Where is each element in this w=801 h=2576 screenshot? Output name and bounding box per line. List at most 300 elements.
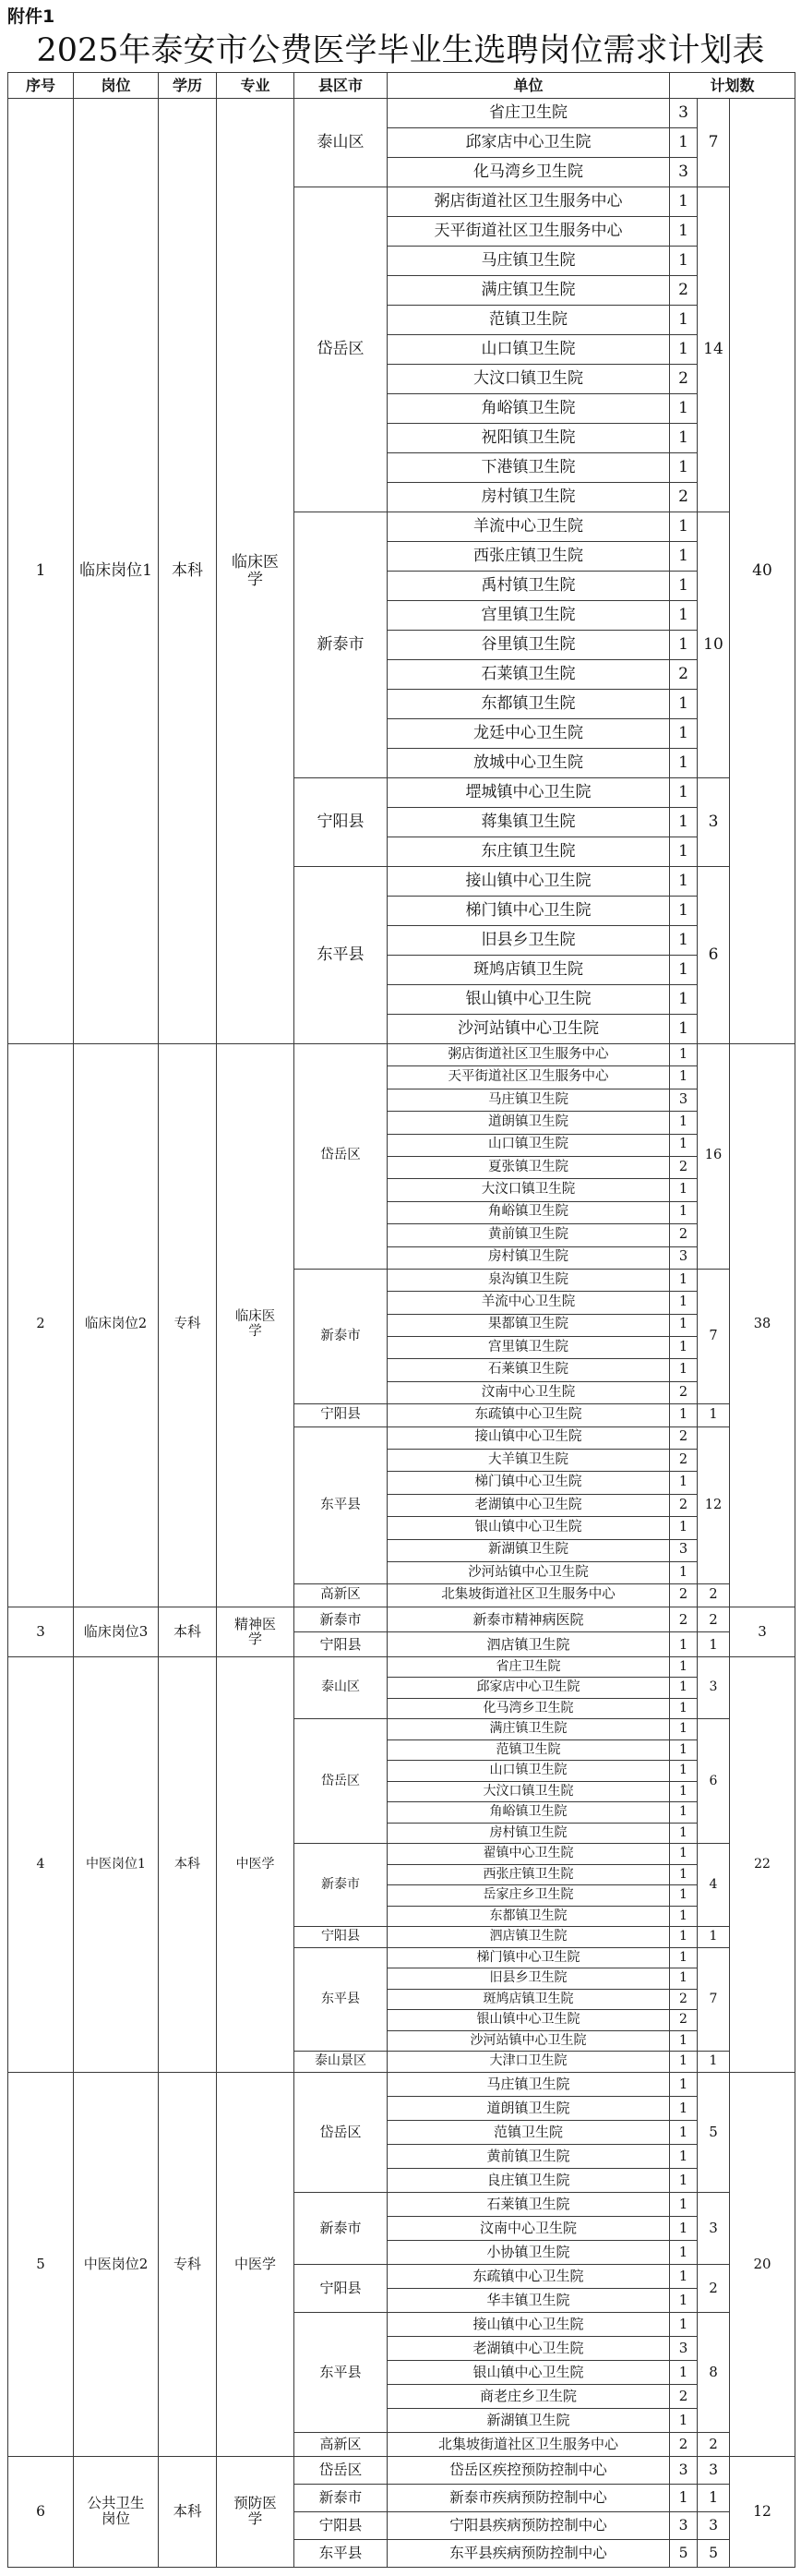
unit-cell	[388, 2031, 670, 2052]
unit-cell-text: 梯门镇中心卫生院	[465, 901, 592, 921]
unit-cell-text: 接山镇中心卫生院	[465, 872, 592, 891]
unit-count-cell-text: 1	[679, 1700, 687, 1715]
unit-count-cell	[670, 1927, 698, 1948]
unit-count-cell-text: 1	[678, 2148, 688, 2165]
unit-cell	[388, 128, 670, 158]
unit-cell-text: 斑鸠店镇卫生院	[483, 1991, 574, 2006]
county-cell	[294, 2512, 388, 2540]
unit-cell	[388, 1066, 670, 1089]
major-cell	[217, 1044, 294, 1607]
unit-cell-text: 东都镇卫生院	[481, 694, 576, 714]
unit-count-cell-text: 1	[679, 1658, 687, 1674]
unit-cell-text: 新泰市疾病预防控制中心	[449, 2488, 607, 2506]
county-cell-text: 新泰市	[319, 2220, 362, 2237]
unit-count-cell-text: 1	[678, 931, 688, 950]
education-cell-text: 专科	[173, 1317, 201, 1332]
unit-count-cell	[670, 1517, 698, 1539]
unit-cell	[388, 1948, 670, 1969]
unit-cell	[388, 1699, 670, 1720]
unit-cell-text: 马庄镇卫生院	[481, 251, 576, 271]
unit-count-cell	[670, 276, 698, 306]
county-cell-text: 岱岳区	[320, 1148, 361, 1163]
unit-count-cell	[670, 2217, 698, 2241]
county-subtotal-cell	[698, 512, 730, 778]
county-subtotal-cell-text: 1	[709, 1929, 718, 1944]
county-cell-text: 泰山区	[321, 1679, 360, 1695]
unit-count-cell-text: 1	[678, 1137, 688, 1152]
unit-cell-text: 汶南中心卫生院	[481, 1384, 576, 1400]
unit-count-cell-text: 1	[678, 635, 688, 655]
index-cell	[8, 2073, 74, 2457]
unit-count-cell-text: 1	[679, 1846, 687, 1861]
unit-cell-text: 东都镇卫生院	[489, 1908, 568, 1923]
major-cell	[217, 99, 294, 1044]
unit-cell	[388, 1968, 670, 1990]
unit-cell-text: 石莱镇卫生院	[481, 665, 576, 684]
unit-cell	[388, 1202, 670, 1224]
position-total-cell	[730, 99, 795, 1044]
county-subtotal-cell-text: 2	[709, 2280, 718, 2297]
county-subtotal-cell	[698, 1632, 730, 1657]
unit-count-cell	[670, 1224, 698, 1246]
unit-count-cell-text: 3	[678, 163, 688, 182]
unit-cell	[388, 1678, 670, 1699]
unit-count-cell-text: 1	[679, 1970, 687, 1986]
unit-cell-text: 黄前镇卫生院	[486, 2148, 570, 2165]
unit-count-cell-text: 2	[678, 1159, 688, 1174]
major-cell-text: 临床医学	[234, 1309, 276, 1340]
unit-count-cell	[670, 2313, 698, 2337]
unit-cell	[388, 631, 670, 660]
index-cell	[8, 99, 74, 1044]
county-cell	[294, 1719, 388, 1844]
unit-count-cell-text: 1	[678, 576, 688, 596]
unit-cell-text: 放城中心卫生院	[473, 753, 583, 773]
unit-cell	[388, 867, 670, 897]
unit-count-cell-text: 1	[678, 2076, 688, 2093]
unit-cell	[388, 956, 670, 985]
unit-cell	[388, 1315, 670, 1337]
county-cell-text: 泰山区	[317, 133, 365, 152]
unit-cell	[388, 1450, 670, 1472]
unit-cell-text: 粥店街道社区卫生服务中心	[448, 1046, 609, 1062]
header-unit	[388, 73, 670, 99]
unit-count-cell-text: 3	[678, 2340, 688, 2357]
unit-cell	[388, 1179, 670, 1201]
index-cell	[8, 1044, 74, 1607]
county-cell-text: 东平县	[321, 1991, 360, 2006]
unit-count-cell	[670, 1632, 698, 1657]
header-plan	[670, 73, 795, 99]
unit-count-cell-text: 1	[678, 783, 688, 802]
unit-cell-text: 岱岳区疾控预防控制中心	[449, 2461, 607, 2478]
unit-count-cell-text: 1	[678, 1339, 688, 1354]
unit-cell-text: 泗店镇卫生院	[489, 1929, 568, 1944]
county-subtotal-cell-text: 2	[709, 1610, 718, 1628]
unit-count-cell	[670, 542, 698, 572]
unit-cell	[388, 1740, 670, 1762]
unit-cell-text: 蒋集镇卫生院	[481, 813, 576, 832]
unit-count-cell	[670, 1089, 698, 1112]
major-cell-text: 预防医学	[233, 2495, 277, 2528]
unit-count-cell-text: 2	[678, 281, 688, 300]
unit-count-cell-text: 1	[678, 694, 688, 714]
county-subtotal-cell-text: 1	[709, 1635, 718, 1653]
unit-count-cell	[670, 897, 698, 926]
county-cell-text: 东平县	[320, 1497, 361, 1512]
unit-cell-text: 下港镇卫生院	[481, 458, 576, 477]
unit-count-cell-text: 1	[678, 1362, 688, 1378]
unit-cell-text: 果都镇卫生院	[488, 1317, 568, 1332]
header-position-text: 岗位	[101, 76, 131, 94]
unit-count-cell-text: 1	[678, 547, 688, 566]
position-total-cell	[730, 1607, 795, 1657]
unit-count-cell-text: 2	[678, 2436, 688, 2453]
education-cell	[159, 2073, 217, 2457]
unit-count-cell-text: 2	[678, 1429, 688, 1445]
unit-cell	[388, 1112, 670, 1134]
unit-count-cell	[670, 572, 698, 601]
county-cell-text: 宁阳县	[319, 2280, 362, 2297]
unit-count-cell-text: 1	[679, 1824, 687, 1840]
county-subtotal-cell-text: 3	[709, 2220, 718, 2237]
unit-count-cell-text: 2	[678, 1226, 688, 1242]
unit-cell	[388, 778, 670, 808]
unit-cell-text: 新湖镇卫生院	[488, 1542, 568, 1558]
county-subtotal-cell	[698, 778, 730, 867]
unit-cell	[388, 2217, 670, 2241]
unit-count-cell	[670, 1337, 698, 1359]
position-cell	[74, 2073, 159, 2457]
unit-count-cell-text: 1	[678, 2100, 688, 2117]
unit-cell-text: 石莱镇卫生院	[486, 2196, 570, 2213]
county-subtotal-cell-text: 1	[709, 1406, 718, 1422]
unit-count-cell-text: 1	[678, 1019, 688, 1039]
unit-count-cell	[670, 365, 698, 394]
county-subtotal-cell-text: 6	[709, 1773, 718, 1788]
unit-count-cell-text: 1	[678, 2412, 688, 2429]
unit-cell	[388, 1907, 670, 1928]
unit-cell	[388, 1927, 670, 1948]
unit-cell	[388, 897, 670, 926]
county-subtotal-cell	[698, 1427, 730, 1585]
unit-cell	[388, 1495, 670, 1517]
county-subtotal-cell-text: 10	[703, 635, 723, 655]
unit-count-cell-text: 1	[678, 2364, 688, 2381]
unit-cell-text: 房村镇卫生院	[481, 488, 576, 507]
unit-count-cell-text: 1	[678, 251, 688, 271]
county-cell	[294, 2457, 388, 2485]
unit-count-cell-text: 1	[678, 2220, 688, 2237]
unit-cell-text: 满庄镇卫生院	[481, 281, 576, 300]
county-subtotal-cell	[698, 1607, 730, 1632]
unit-cell	[388, 1247, 670, 1270]
unit-count-cell	[670, 1761, 698, 1782]
unit-cell-text: 山口镇卫生院	[488, 1137, 568, 1152]
unit-count-cell-text: 2	[678, 1451, 688, 1467]
unit-cell-text: 省庄卫生院	[489, 103, 568, 123]
unit-count-cell	[670, 1802, 698, 1824]
county-cell-text: 新泰市	[319, 1610, 362, 1628]
unit-count-cell	[670, 1202, 698, 1224]
unit-count-cell	[670, 2540, 698, 2568]
unit-count-cell	[670, 837, 698, 867]
major-cell-text: 临床医学	[231, 552, 279, 589]
unit-count-cell	[670, 99, 698, 128]
unit-count-cell-text: 1	[678, 2244, 688, 2261]
county-subtotal-cell	[698, 1719, 730, 1844]
county-subtotal-cell	[698, 2485, 730, 2512]
unit-cell-text: 沙河站镇中心卫生院	[470, 2032, 587, 2048]
index-cell-text: 4	[36, 1856, 45, 1872]
unit-cell-text: 西张庄镇卫生院	[473, 547, 583, 566]
unit-cell	[388, 158, 670, 187]
unit-count-cell	[670, 926, 698, 956]
position-total-cell-text: 12	[753, 2502, 771, 2520]
unit-count-cell	[670, 306, 698, 335]
unit-cell-text: 龙廷中心卫生院	[473, 724, 583, 743]
county-subtotal-cell	[698, 2433, 730, 2457]
unit-cell-text: 岳家庄乡卫生院	[483, 1887, 574, 1903]
unit-cell-text: 羊流中心卫生院	[481, 1294, 576, 1310]
unit-cell	[388, 1472, 670, 1494]
unit-cell	[388, 2121, 670, 2145]
header-education-text: 学历	[172, 76, 202, 94]
unit-cell-text: 翟镇中心卫生院	[483, 1846, 574, 1861]
unit-cell	[388, 926, 670, 956]
unit-count-cell-text: 1	[678, 753, 688, 773]
unit-cell-text: 房村镇卫生院	[489, 1824, 568, 1840]
county-cell	[294, 778, 388, 867]
county-cell-text: 新泰市	[318, 2488, 363, 2506]
education-cell	[159, 99, 217, 1044]
unit-count-cell	[670, 1782, 698, 1803]
unit-count-cell	[670, 1885, 698, 1907]
unit-cell-text: 银山镇中心卫生院	[474, 1519, 582, 1535]
unit-cell	[388, 2193, 670, 2217]
unit-cell-text: 沙河站镇中心卫生院	[468, 1564, 589, 1580]
unit-cell-text: 老湖镇中心卫生院	[474, 1497, 582, 1512]
unit-cell-text: 大汶口镇卫生院	[481, 1182, 576, 1198]
unit-count-cell	[670, 1865, 698, 1886]
unit-count-cell	[670, 2265, 698, 2289]
unit-cell	[388, 749, 670, 778]
position-cell	[74, 1044, 159, 1607]
county-cell-text: 岱岳区	[319, 2124, 362, 2141]
unit-count-cell-text: 1	[678, 340, 688, 359]
unit-cell	[388, 2512, 670, 2540]
unit-count-cell	[670, 2409, 698, 2433]
header-position	[74, 73, 159, 99]
unit-count-cell-text: 1	[678, 1182, 688, 1198]
county-subtotal-cell	[698, 2265, 730, 2313]
position-cell-text: 中医岗位1	[86, 1856, 146, 1872]
county-subtotal-cell-text: 1	[709, 2488, 718, 2506]
unit-cell-text: 银山镇中心卫生院	[476, 2012, 580, 2028]
unit-cell	[388, 2073, 670, 2097]
county-cell	[294, 2193, 388, 2265]
unit-cell	[388, 1404, 670, 1426]
unit-count-cell	[670, 1044, 698, 1066]
county-cell	[294, 1657, 388, 1720]
education-cell-text: 本科	[173, 1623, 201, 1641]
county-subtotal-cell-text: 3	[709, 2516, 718, 2534]
unit-cell	[388, 335, 670, 365]
unit-cell	[388, 306, 670, 335]
county-cell	[294, 1844, 388, 1927]
unit-cell-text: 粥店街道社区卫生服务中心	[434, 192, 623, 211]
unit-cell	[388, 1224, 670, 1246]
unit-cell	[388, 837, 670, 867]
unit-count-cell	[670, 1112, 698, 1134]
unit-cell	[388, 483, 670, 512]
unit-count-cell	[670, 2457, 698, 2485]
unit-count-cell-text: 1	[678, 222, 688, 241]
unit-count-cell	[670, 1382, 698, 1404]
county-subtotal-cell	[698, 2457, 730, 2485]
unit-cell-text: 华丰镇卫生院	[486, 2292, 570, 2309]
unit-count-cell-text: 1	[678, 1475, 688, 1490]
unit-count-cell-text: 1	[679, 1929, 687, 1944]
unit-count-cell	[670, 1678, 698, 1699]
county-subtotal-cell	[698, 2193, 730, 2265]
unit-cell	[388, 601, 670, 631]
unit-cell-text: 大羊镇卫生院	[488, 1451, 568, 1467]
unit-count-cell	[670, 512, 698, 542]
unit-count-cell-text: 1	[678, 2488, 688, 2506]
unit-count-cell-text: 1	[679, 1908, 687, 1923]
unit-count-cell-text: 3	[678, 2461, 688, 2478]
unit-cell-text: 汶南中心卫生院	[479, 2220, 577, 2237]
unit-count-cell-text: 1	[678, 1564, 688, 1580]
unit-count-cell-text: 1	[678, 606, 688, 625]
unit-count-cell-text: 1	[678, 428, 688, 448]
major-cell	[217, 2073, 294, 2457]
unit-count-cell-text: 2	[678, 2388, 688, 2405]
unit-count-cell	[670, 1495, 698, 1517]
county-subtotal-cell	[698, 1044, 730, 1270]
unit-count-cell	[670, 2433, 698, 2457]
unit-count-cell	[670, 1179, 698, 1201]
unit-count-cell	[670, 2010, 698, 2031]
unit-cell	[388, 365, 670, 394]
unit-cell-text: 斑鸠店镇卫生院	[473, 960, 583, 980]
unit-cell-text: 禹村镇卫生院	[481, 576, 576, 596]
unit-cell	[388, 453, 670, 483]
unit-cell	[388, 247, 670, 276]
unit-count-cell	[670, 394, 698, 424]
index-cell-text: 3	[36, 1623, 45, 1641]
county-subtotal-cell	[698, 1844, 730, 1927]
index-cell-text: 5	[36, 2256, 45, 2273]
unit-cell-text: 北集坡街道社区卫生服务中心	[437, 2436, 618, 2453]
position-cell-text: 临床岗位2	[84, 1317, 148, 1332]
county-cell	[294, 867, 388, 1044]
unit-cell	[388, 1292, 670, 1314]
unit-count-cell-text: 1	[679, 1783, 687, 1799]
unit-count-cell	[670, 1907, 698, 1928]
unit-count-cell	[670, 1472, 698, 1494]
unit-cell-text: 角峪镇卫生院	[481, 399, 576, 418]
unit-cell-text: 宫里镇卫生院	[481, 606, 576, 625]
county-subtotal-cell-text: 6	[708, 945, 719, 965]
unit-cell	[388, 2540, 670, 2568]
county-subtotal-cell	[698, 867, 730, 1044]
unit-cell	[388, 1990, 670, 2011]
county-cell	[294, 1607, 388, 1632]
county-cell-text: 东平县	[318, 2544, 363, 2561]
unit-cell	[388, 276, 670, 306]
county-subtotal-cell	[698, 1584, 730, 1607]
unit-cell-text: 省庄卫生院	[496, 1658, 561, 1674]
unit-count-cell	[670, 1719, 698, 1740]
county-subtotal-cell-text: 4	[709, 1877, 718, 1893]
unit-count-cell-text: 2	[678, 1610, 688, 1628]
county-subtotal-cell	[698, 99, 730, 187]
unit-count-cell-text: 2	[678, 369, 688, 389]
major-cell-text: 中医学	[235, 1856, 275, 1872]
county-cell	[294, 2052, 388, 2073]
unit-count-cell-text: 1	[678, 1519, 688, 1535]
major-cell	[217, 1607, 294, 1657]
county-cell	[294, 1927, 388, 1948]
education-cell-text: 本科	[174, 1856, 200, 1872]
unit-count-cell	[670, 483, 698, 512]
education-cell	[159, 1044, 217, 1607]
position-cell	[74, 1657, 159, 2073]
unit-count-cell	[670, 2052, 698, 2073]
county-cell-text: 岱岳区	[317, 340, 365, 359]
unit-count-cell	[670, 1657, 698, 1679]
header-major	[217, 73, 294, 99]
county-subtotal-cell-text: 1	[709, 2053, 718, 2069]
index-cell-text: 2	[36, 1317, 45, 1332]
unit-cell	[388, 690, 670, 719]
position-cell-text: 中医岗位2	[83, 2256, 149, 2273]
unit-cell-text: 邱家店中心卫生院	[465, 133, 592, 152]
unit-count-cell-text: 1	[678, 192, 688, 211]
major-cell-text: 精神医学	[233, 1615, 276, 1648]
unit-count-cell-text: 3	[678, 2516, 688, 2534]
unit-cell	[388, 1885, 670, 1907]
unit-count-cell-text: 3	[678, 1091, 688, 1107]
unit-cell	[388, 1657, 670, 1679]
county-cell	[294, 2433, 388, 2457]
position-total-cell-text: 38	[753, 1317, 771, 1332]
unit-count-cell	[670, 2361, 698, 2385]
county-cell	[294, 187, 388, 512]
page-title: 2025年泰安市公费医学毕业生选聘岗位需求计划表	[36, 32, 765, 69]
header-education	[159, 73, 217, 99]
unit-cell-text: 沙河站镇中心卫生院	[458, 1019, 599, 1039]
header-index	[8, 73, 74, 99]
unit-count-cell-text: 3	[678, 1542, 688, 1558]
county-cell	[294, 1044, 388, 1270]
unit-cell	[388, 2361, 670, 2385]
position-total-cell-text: 3	[758, 1623, 767, 1641]
unit-cell	[388, 2457, 670, 2485]
education-cell-text: 本科	[172, 561, 203, 581]
unit-cell	[388, 1824, 670, 1845]
unit-count-cell	[670, 2031, 698, 2052]
county-cell	[294, 2073, 388, 2193]
county-cell-text: 宁阳县	[318, 2516, 363, 2534]
county-subtotal-cell-text: 7	[709, 1991, 718, 2006]
unit-count-cell	[670, 778, 698, 808]
county-subtotal-cell	[698, 2313, 730, 2433]
unit-cell	[388, 2052, 670, 2073]
county-cell-text: 新泰市	[321, 1877, 360, 1893]
